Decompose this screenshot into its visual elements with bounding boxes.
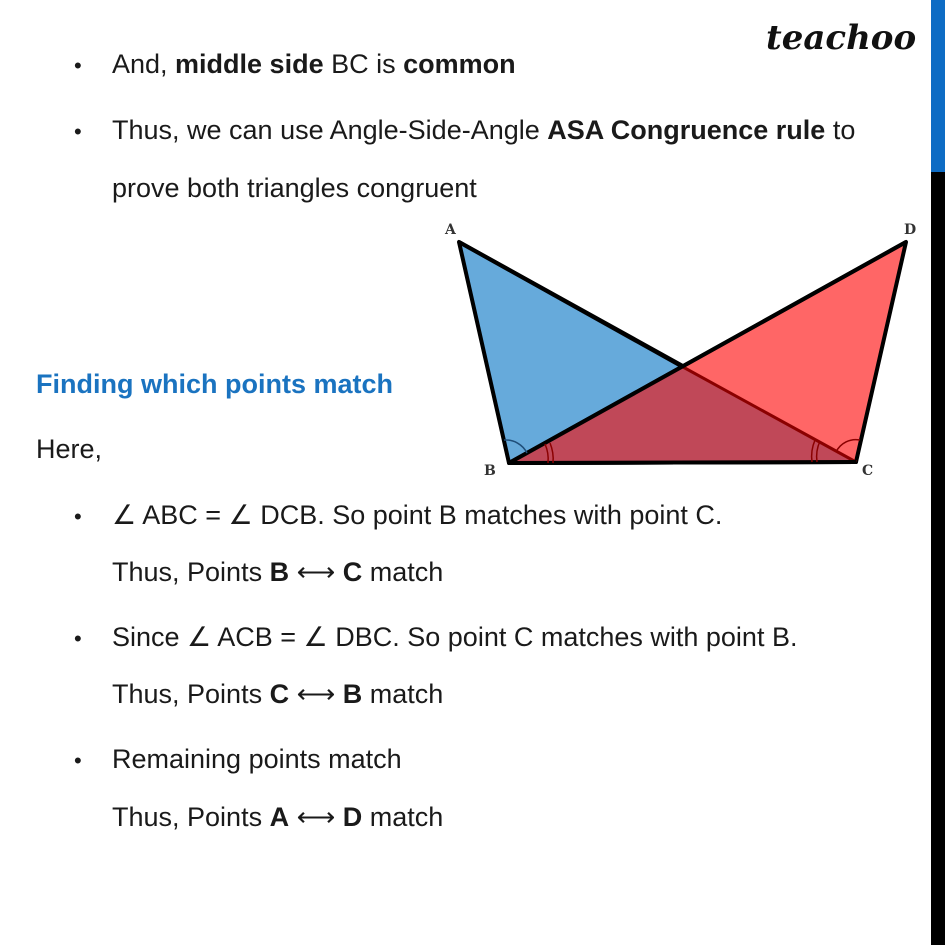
arrow: ⟷ bbox=[289, 679, 343, 709]
label-b: B bbox=[484, 463, 496, 479]
point: D bbox=[342, 802, 363, 832]
label-a: A bbox=[445, 222, 456, 238]
bullet-dot: • bbox=[74, 53, 82, 78]
text: match bbox=[362, 802, 444, 832]
bullet-dot: • bbox=[74, 119, 82, 144]
bold-text: middle side bbox=[175, 49, 324, 79]
bullet-dot: • bbox=[74, 504, 82, 529]
teachoo-logo: teachoo bbox=[766, 18, 917, 58]
bullet-asa-continuation: prove both triangles congruent bbox=[112, 173, 477, 203]
match-result bbox=[112, 681, 443, 708]
text: Thus, Points bbox=[112, 557, 270, 587]
match-result bbox=[112, 559, 443, 586]
bold-text: common bbox=[403, 49, 516, 79]
match-statement: Since ∠ ACB = ∠ DBC. So point C matches with point B. bbox=[112, 622, 798, 652]
label-c: C bbox=[862, 463, 874, 479]
arrow: ⟷ bbox=[289, 557, 343, 587]
text: BC is bbox=[323, 49, 404, 79]
point: A bbox=[269, 802, 290, 832]
arrow: ⟷ bbox=[289, 802, 343, 832]
text: match bbox=[362, 679, 444, 709]
match-statement: Remaining points match bbox=[112, 744, 402, 774]
bold-text: ASA Congruence rule bbox=[547, 115, 826, 145]
bullet-dot: • bbox=[74, 748, 82, 773]
label-d: D bbox=[904, 222, 917, 238]
text: Thus, Points bbox=[112, 802, 270, 832]
point: C bbox=[342, 557, 363, 587]
text: Thus, Points bbox=[112, 679, 270, 709]
text: to bbox=[825, 115, 856, 145]
point: B bbox=[342, 679, 363, 709]
section-heading: Finding which points match bbox=[36, 369, 393, 399]
text: match bbox=[362, 557, 444, 587]
bullet-dot: • bbox=[74, 626, 82, 651]
match-statement: ∠ ABC = ∠ DCB. So point B matches with point C. bbox=[112, 500, 723, 530]
here-text: Here, bbox=[36, 434, 103, 464]
match-result bbox=[112, 804, 443, 831]
text: And, bbox=[112, 49, 176, 79]
point: C bbox=[269, 679, 290, 709]
text: Thus, we can use Angle-Side-Angle bbox=[112, 115, 548, 145]
point: B bbox=[269, 557, 290, 587]
